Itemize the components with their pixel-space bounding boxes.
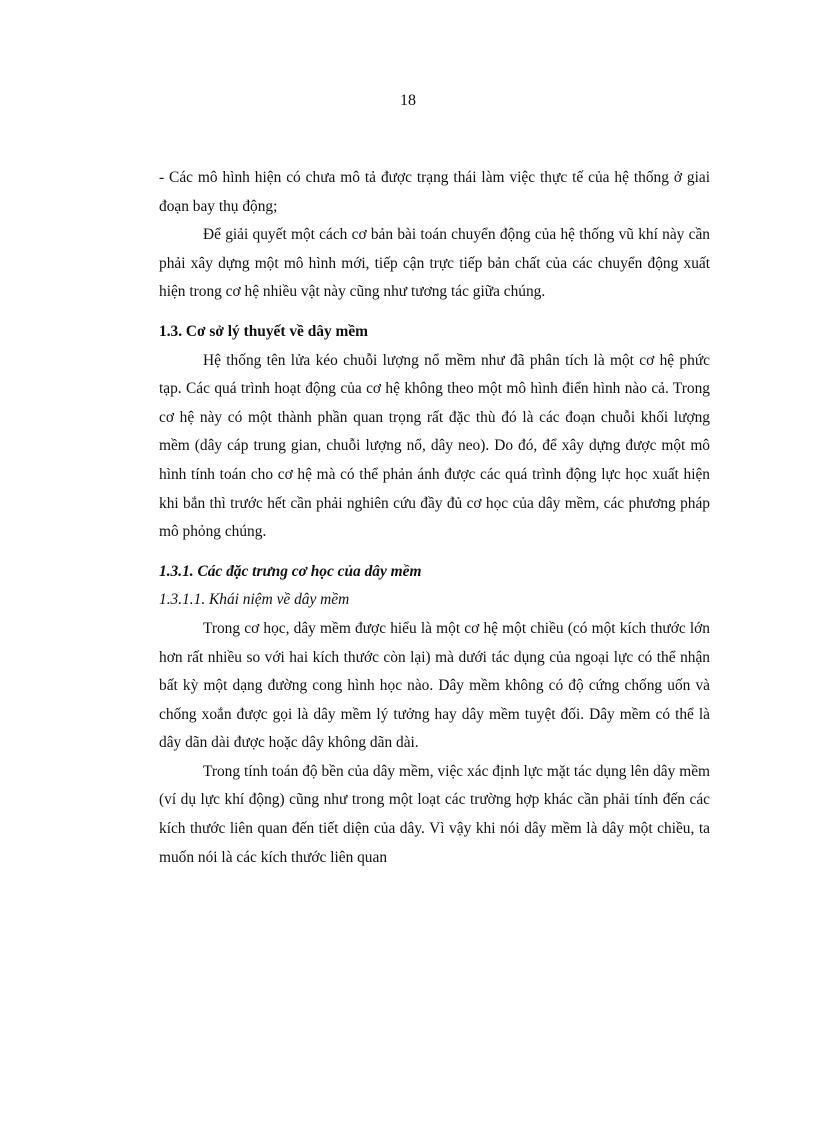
page-number: 18 bbox=[400, 92, 416, 109]
paragraph-system-overview: Hệ thống tên lửa kéo chuỗi lượng nổ mềm như đã phân tích là một cơ hệ phức tạp. Các quá trình hoạt động của cơ hệ không theo một mô hình điển hình nào cả. Trong cơ hệ này có một thành phần quan trọng rất đặc thù đó là các đoạn chuỗi khối lượng mềm (dây cáp trung gian, chuỗi lượng nổ, dây neo). Do đó, để xây dựng được một mô hình tính toán cho cơ hệ mà có thể phản ánh được các quá trình động lực học xuất hiện khi bắn thì trước hết cần phải nghiên cứu đầy đủ cơ học của dây mềm, các phương pháp mô phỏng chúng. bbox=[159, 351, 710, 541]
paragraph-strength: Trong tính toán độ bền của dây mềm, việc xác định lực mặt tác dụng lên dây mềm (ví dụ lực khí động) cũng như trong một loạt các trường hợp khác cần phải tính đến các kích thước liên quan đến tiết diện của dây. Vì vậy khi nói dây mềm là dây một chiều, ta muốn nói là các kích thước liên quan bbox=[159, 762, 710, 866]
paragraph-intro-bullet: - Các mô hình hiện có chưa mô tả được trạng thái làm việc thực tế của hệ thống ở giai đoạn bay thụ động; bbox=[159, 169, 710, 215]
subsection-heading: 1.3.1. Các đặc trưng cơ học của dây mềm bbox=[159, 562, 422, 580]
subsubsection-heading: 1.3.1.1. Khái niệm về dây mềm bbox=[159, 591, 350, 609]
paragraph-definition: Trong cơ học, dây mềm được hiểu là một cơ hệ một chiều (có một kích thước lớn hơn rất nhiều so với hai kích thước còn lại) mà dưới tác dụng của ngoại lực có thể nhận bất kỳ một dạng đường cong hình học nào. Dây mềm không có độ cứng chống uốn và chống xoắn được gọi là dây mềm lý tưởng hay dây mềm tuyệt đối. Dây mềm có thể là dây dãn dài được hoặc dây không dãn dài. bbox=[159, 619, 710, 752]
document-body bbox=[159, 164, 710, 872]
section-heading: 1.3. Cơ sở lý thuyết về dây mềm bbox=[159, 322, 368, 340]
paragraph-new-model: Để giải quyết một cách cơ bản bài toán chuyển động của hệ thống vũ khí này cần phải xây dựng một mô hình mới, tiếp cận trực tiếp bản chất của các chuyển động xuất hiện trong cơ hệ nhiều vật này cũng như tương tác giữa chúng. bbox=[159, 226, 710, 301]
